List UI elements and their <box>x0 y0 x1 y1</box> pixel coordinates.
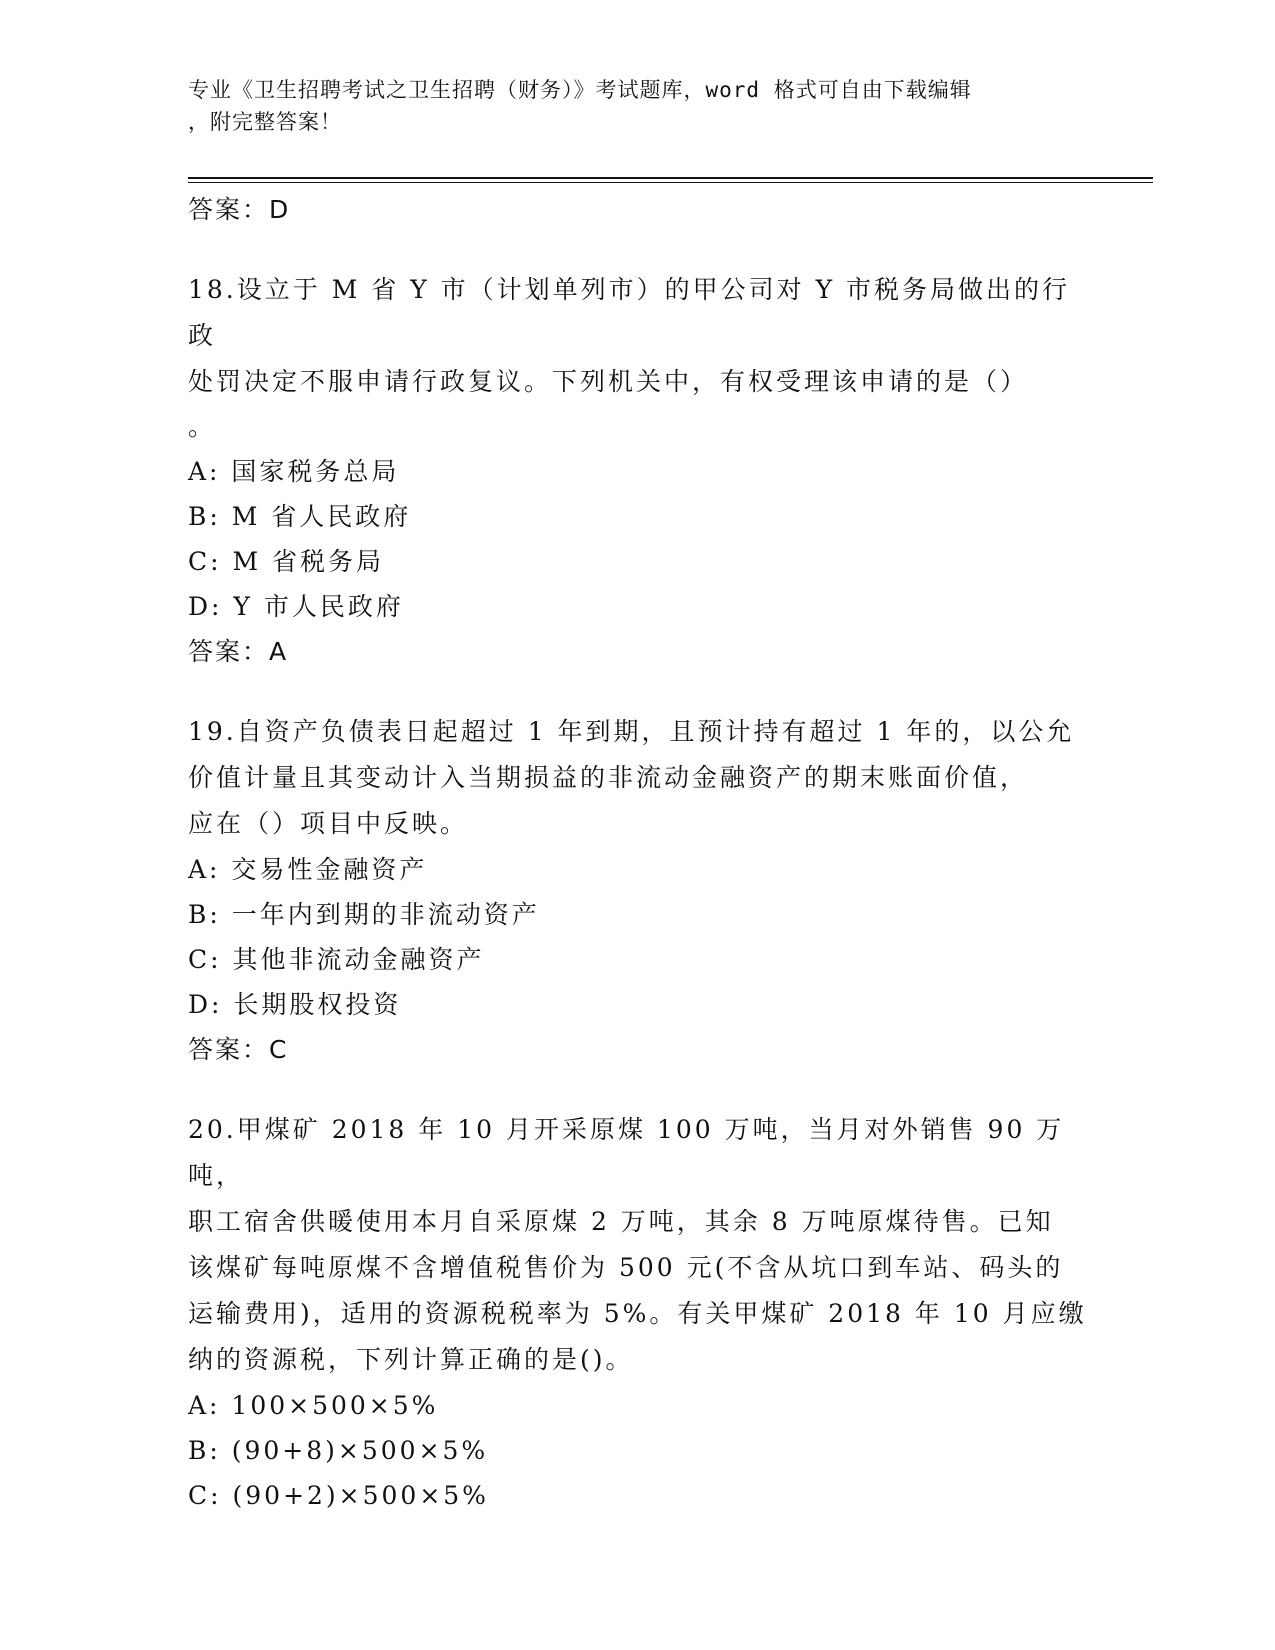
question-stem <box>188 267 1088 449</box>
option-c: C: (90+2)×500×5% <box>188 1481 489 1510</box>
question-20 <box>188 1107 1088 1518</box>
option-a: A: 交易性金融资产 <box>188 855 428 884</box>
stem-line: 该煤矿每吨原煤不含增值税售价为 500 元(不含从坑口到车站、码头的 <box>188 1253 1064 1282</box>
answer-line: 答案：A <box>188 637 289 666</box>
stem-line: 职工宿舍供暖使用本月自采原煤 2 万吨，其余 8 万吨原煤待售。已知 <box>188 1207 1054 1236</box>
stem-line: 20.甲煤矿 2018 年 10 月开采原煤 100 万吨，当月对外销售 90 万吨， <box>188 1115 1065 1190</box>
question-list <box>188 187 1088 1518</box>
option-b: B: 一年内到期的非流动资产 <box>188 900 540 929</box>
option-b: B: (90+8)×500×5% <box>188 1436 489 1465</box>
option-a: A: 国家税务总局 <box>188 457 400 486</box>
option-c: C: M 省税务局 <box>188 547 385 576</box>
stem-line: 应在（）项目中反映。 <box>188 809 469 838</box>
stem-line: 。 <box>188 412 217 441</box>
option-d: D: 长期股权投资 <box>188 990 402 1019</box>
question-stem <box>188 709 1088 847</box>
question-19 <box>188 709 1088 1073</box>
stem-line: 18.设立于 M 省 Y 市（计划单列市）的甲公司对 Y 市税务局做出的行政 <box>188 275 1071 350</box>
document-header <box>188 74 1068 138</box>
option-b: B: M 省人民政府 <box>188 502 412 531</box>
header-line-2: ，附完整答案！ <box>188 110 342 134</box>
stem-line: 运输费用)，适用的资源税税率为 5%。有关甲煤矿 2018 年 10 月应缴 <box>188 1299 1087 1328</box>
stem-line: 处罚决定不服申请行政复议。下列机关中，有权受理该申请的是（） <box>188 367 1029 396</box>
header-divider-thin <box>188 182 1153 183</box>
question-stem <box>188 1107 1088 1383</box>
answer-line: 答案：D <box>188 195 291 224</box>
option-d: D: Y 市人民政府 <box>188 592 404 621</box>
stem-line: 19.自资产负债表日起超过 1 年到期，且预计持有超过 1 年的，以公允 <box>188 717 1075 746</box>
option-a: A: 100×500×5% <box>188 1391 439 1420</box>
question-18 <box>188 267 1088 675</box>
option-c: C: 其他非流动金融资产 <box>188 945 485 974</box>
stem-line: 价值计量且其变动计入当期损益的非流动金融资产的期末账面价值， <box>188 763 1029 792</box>
header-divider-thick <box>188 177 1153 179</box>
header-line-1: 专业《卫生招聘考试之卫生招聘（财务）》考试题库，word 格式可自由下载编辑 <box>188 78 972 102</box>
stem-line: 纳的资源税，下列计算正确的是()。 <box>188 1345 634 1374</box>
answer-line: 答案：C <box>188 1035 289 1064</box>
